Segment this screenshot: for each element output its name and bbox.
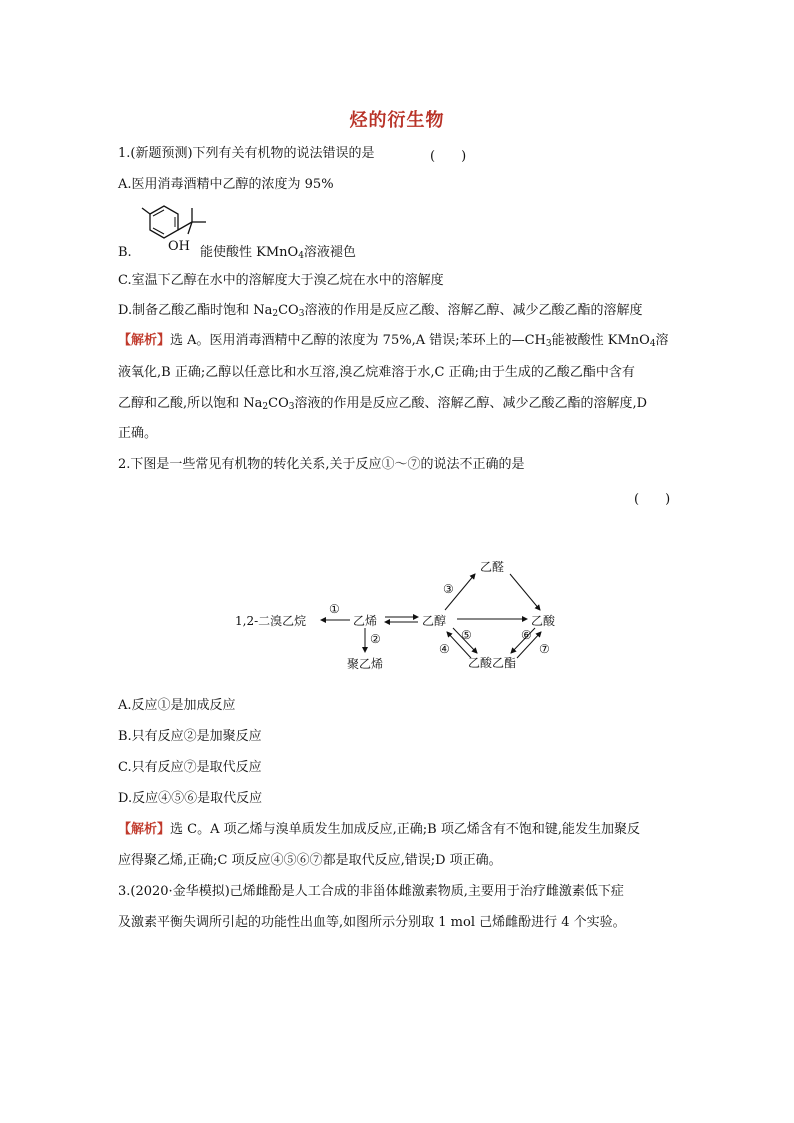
acetic-acid-label: 乙酸 [531,614,556,628]
reaction-2-label: ② [370,632,381,646]
ethanol-label: 乙醇 [422,614,447,628]
q1-option-b-text: 能使酸性 KMnO$_4$溶液褪色 [200,245,356,261]
q1-analysis-line-1: 【解析】选 A。医用消毒酒精中乙醇的浓度为 75%,A 错误;苯环上的$—CH_3$能被酸性 KMnO$_4$溶 [118,333,669,349]
q1-option-a: A.医用消毒酒精中乙醇的浓度为 95% [118,177,334,192]
q2-analysis-line-1: 【解析】选 C。A 项乙烯与溴单质发生加成反应,正确;B 项乙烯含有不饱和键,能发生加聚反 [118,822,640,837]
reaction-5-label: ⑤ [461,628,472,642]
q1-option-c: C.室温下乙醇在水中的溶解度大于溴乙烷在水中的溶解度 [118,273,444,288]
q3-stem-line-1: 3.(2020·金华模拟)己烯雌酚是人工合成的非甾体雌激素物质,主要用于治疗雌激素低下症 [118,884,624,899]
hydroxyl-label: OH [168,239,190,254]
q2-answer-blank: ( ) [634,492,671,507]
dibromoethane-label: 1,2-二溴乙烷 [235,614,307,628]
q1-answer-blank: ( ) [430,149,467,164]
reaction-3-label: ③ [443,582,454,596]
acetaldehyde-label: 乙醛 [480,560,505,574]
q1-analysis-line-4: 正确。 [118,426,158,441]
q1-analysis-line-3: 乙醇和乙酸,所以饱和 $Na_2CO_3$溶液的作用是反应乙酸、溶解乙醇、减少乙酸乙酯的溶解度,D [118,396,648,412]
ethyl-acetate-label: 乙酸乙酯 [468,656,517,670]
reaction-1-label: ① [329,602,340,616]
reaction-7-label: ⑦ [539,642,550,656]
reaction-6-label: ⑥ [521,628,532,642]
q1-stem: 1.(新题预测)下列有关有机物的说法错误的是 [118,146,375,161]
q1-analysis-line-2: 液氧化,B 正确;乙醇以任意比和水互溶,溴乙烷难溶于水,C 正确;由于生成的乙酸乙酯中含有 [118,365,635,380]
q2-option-d: D.反应④⑤⑥是取代反应 [118,791,263,806]
reaction-4-label: ④ [439,642,450,656]
q3-stem-line-2: 及激素平衡失调所引起的功能性出血等,如图所示分别取 1 mol 己烯雌酚进行 4 个实验。 [118,915,626,930]
q1-option-b-label: B. [118,245,132,260]
page-title: 烃的衍生物 [349,110,445,131]
polyethylene-label: 聚乙烯 [347,657,384,671]
q2-option-c: C.只有反应⑦是取代反应 [118,760,262,775]
q2-option-a: A.反应①是加成反应 [118,698,236,713]
q2-analysis-line-2: 应得聚乙烯,正确;C 项反应④⑤⑥⑦都是取代反应,错误;D 项正确。 [118,853,502,868]
ethylene-label: 乙烯 [353,614,378,628]
q2-option-b: B.只有反应②是加聚反应 [118,729,262,744]
q2-stem: 2.下图是一些常见有机物的转化关系,关于反应①～⑦的说法不正确的是 [118,457,525,472]
q1-option-d: D.制备乙酸乙酯时饱和 $Na_2CO_3$溶液的作用是反应乙酸、溶解乙醇、减少乙酸乙酯的溶解度 [118,303,643,319]
conversion-diagram [225,550,585,680]
